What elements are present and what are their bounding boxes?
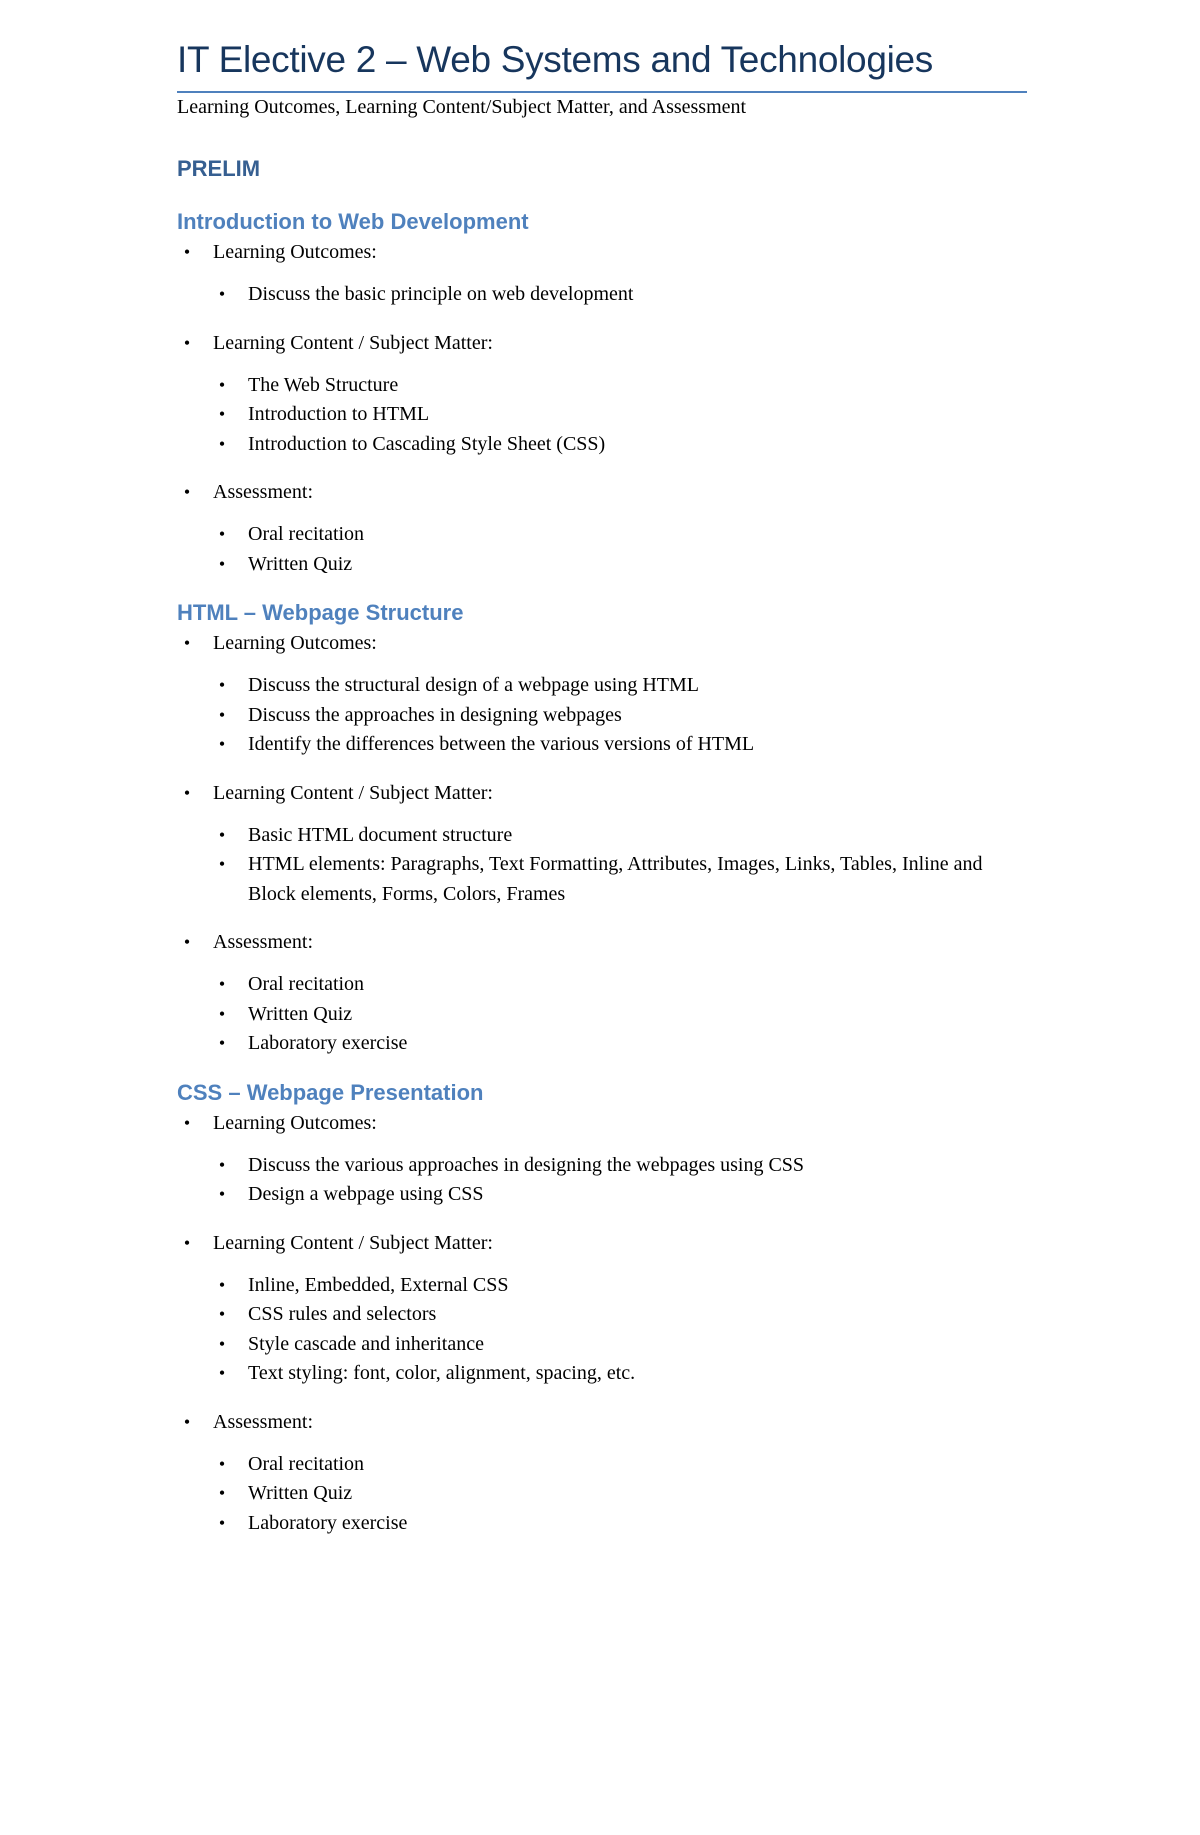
- group-label: • Learning Content / Subject Matter:: [177, 1229, 1027, 1258]
- list-item: • HTML elements: Paragraphs, Text Formatting, Attributes, Images, Links, Tables, Inline and Block elements, Forms, Colors, Frames: [177, 850, 1027, 909]
- bullet-icon: •: [218, 675, 226, 695]
- group-label: • Learning Outcomes:: [177, 1109, 1027, 1138]
- assessment-list: [177, 970, 1027, 1059]
- list-item: • Discuss the structural design of a webpage using HTML: [177, 671, 1027, 701]
- section-heading: CSS – Webpage Presentation: [177, 1079, 484, 1105]
- list-item: • Discuss the basic principle on web development: [177, 280, 1027, 310]
- bullet-icon: •: [183, 782, 191, 803]
- content-list: [177, 1271, 1027, 1389]
- bullet-icon: •: [218, 824, 226, 845]
- group-label: • Learning Outcomes:: [177, 629, 1027, 658]
- bullet-icon: •: [218, 1274, 226, 1295]
- bullet-icon: •: [218, 1333, 226, 1354]
- group-label: • Assessment:: [177, 1408, 1027, 1437]
- list-item: • Laboratory exercise: [177, 1029, 1027, 1059]
- bullet-icon: •: [183, 482, 191, 502]
- bullet-icon: •: [218, 374, 226, 395]
- list-item: • Style cascade and inheritance: [177, 1330, 1027, 1360]
- content-list: [177, 371, 1027, 460]
- assessment-list: [177, 520, 1027, 579]
- bullet-icon: •: [218, 704, 226, 725]
- list-item: • Written Quiz: [177, 1000, 1027, 1030]
- bullet-icon: •: [218, 553, 226, 574]
- list-item: • Inline, Embedded, External CSS: [177, 1271, 1027, 1301]
- bullet-icon: •: [218, 1154, 226, 1175]
- list-item: • Basic HTML document structure: [177, 821, 1027, 851]
- group-label: • Assessment:: [177, 928, 1027, 957]
- bullet-icon: •: [218, 284, 226, 304]
- section-heading: Introduction to Web Development: [177, 209, 529, 234]
- document-page: [177, 32, 1027, 1538]
- bullet-icon: •: [218, 1033, 226, 1053]
- section-heading: HTML – Webpage Structure: [177, 600, 464, 625]
- bullet-icon: •: [218, 1483, 226, 1503]
- list-item: • The Web Structure: [177, 371, 1027, 401]
- bullet-icon: •: [218, 1184, 226, 1204]
- list-item: • Oral recitation: [177, 1450, 1027, 1480]
- list-item: • Identify the differences between the various versions of HTML: [177, 730, 1027, 760]
- bullet-icon: •: [183, 1411, 191, 1432]
- assessment-group: [177, 928, 1027, 1059]
- bullet-icon: •: [218, 1003, 226, 1024]
- bullet-icon: •: [218, 433, 226, 454]
- list-item: • Text styling: font, color, alignment, spacing, etc.: [177, 1359, 1027, 1389]
- bullet-icon: •: [218, 974, 226, 994]
- list-item: • Introduction to HTML: [177, 400, 1027, 430]
- bullet-icon: •: [183, 332, 191, 353]
- outcomes-list: [177, 671, 1027, 760]
- term-heading: PRELIM: [177, 156, 261, 181]
- learning-outcomes-group: [177, 629, 1027, 760]
- bullet-icon: •: [183, 1232, 191, 1253]
- bullet-icon: •: [183, 1112, 191, 1133]
- bullet-icon: •: [218, 524, 226, 544]
- list-item: • Discuss the various approaches in designing the webpages using CSS: [177, 1151, 1027, 1181]
- bullet-icon: •: [218, 854, 226, 874]
- bullet-icon: •: [218, 404, 226, 424]
- group-label: • Assessment:: [177, 478, 1027, 507]
- document-subtitle: Learning Outcomes, Learning Content/Subject Matter, and Assessment: [177, 96, 747, 118]
- list-item: • Oral recitation: [177, 970, 1027, 1000]
- learning-content-group: [177, 329, 1027, 460]
- bullet-icon: •: [218, 734, 226, 754]
- bullet-icon: •: [183, 932, 191, 952]
- learning-outcomes-group: [177, 1109, 1027, 1210]
- group-label: • Learning Content / Subject Matter:: [177, 779, 1027, 808]
- learning-outcomes-group: [177, 238, 1027, 310]
- content-list: [177, 821, 1027, 910]
- bullet-icon: •: [218, 1304, 226, 1324]
- list-item: • Design a webpage using CSS: [177, 1180, 1027, 1210]
- assessment-group: [177, 1408, 1027, 1539]
- list-item: • Discuss the approaches in designing webpages: [177, 701, 1027, 731]
- bullet-icon: •: [218, 1453, 226, 1474]
- bullet-icon: •: [218, 1512, 226, 1533]
- assessment-group: [177, 478, 1027, 579]
- list-item: • Written Quiz: [177, 1479, 1027, 1509]
- section-intro-web-development: [177, 206, 1027, 579]
- list-item: • Introduction to Cascading Style Sheet (CSS): [177, 430, 1027, 460]
- outcomes-list: [177, 280, 1027, 310]
- bullet-icon: •: [218, 1363, 226, 1383]
- learning-content-group: [177, 1229, 1027, 1389]
- learning-content-group: [177, 779, 1027, 910]
- bullet-icon: •: [183, 633, 191, 653]
- list-item: • CSS rules and selectors: [177, 1300, 1027, 1330]
- list-item: • Laboratory exercise: [177, 1509, 1027, 1539]
- group-label: • Learning Outcomes:: [177, 238, 1027, 267]
- section-css-webpage-presentation: [177, 1077, 1027, 1539]
- group-label: • Learning Content / Subject Matter:: [177, 329, 1027, 358]
- document-title: IT Elective 2 – Web Systems and Technologies: [177, 39, 933, 80]
- list-item: • Written Quiz: [177, 550, 1027, 580]
- bullet-icon: •: [183, 242, 191, 262]
- outcomes-list: [177, 1151, 1027, 1210]
- section-html-webpage-structure: [177, 597, 1027, 1059]
- assessment-list: [177, 1450, 1027, 1539]
- list-item: • Oral recitation: [177, 520, 1027, 550]
